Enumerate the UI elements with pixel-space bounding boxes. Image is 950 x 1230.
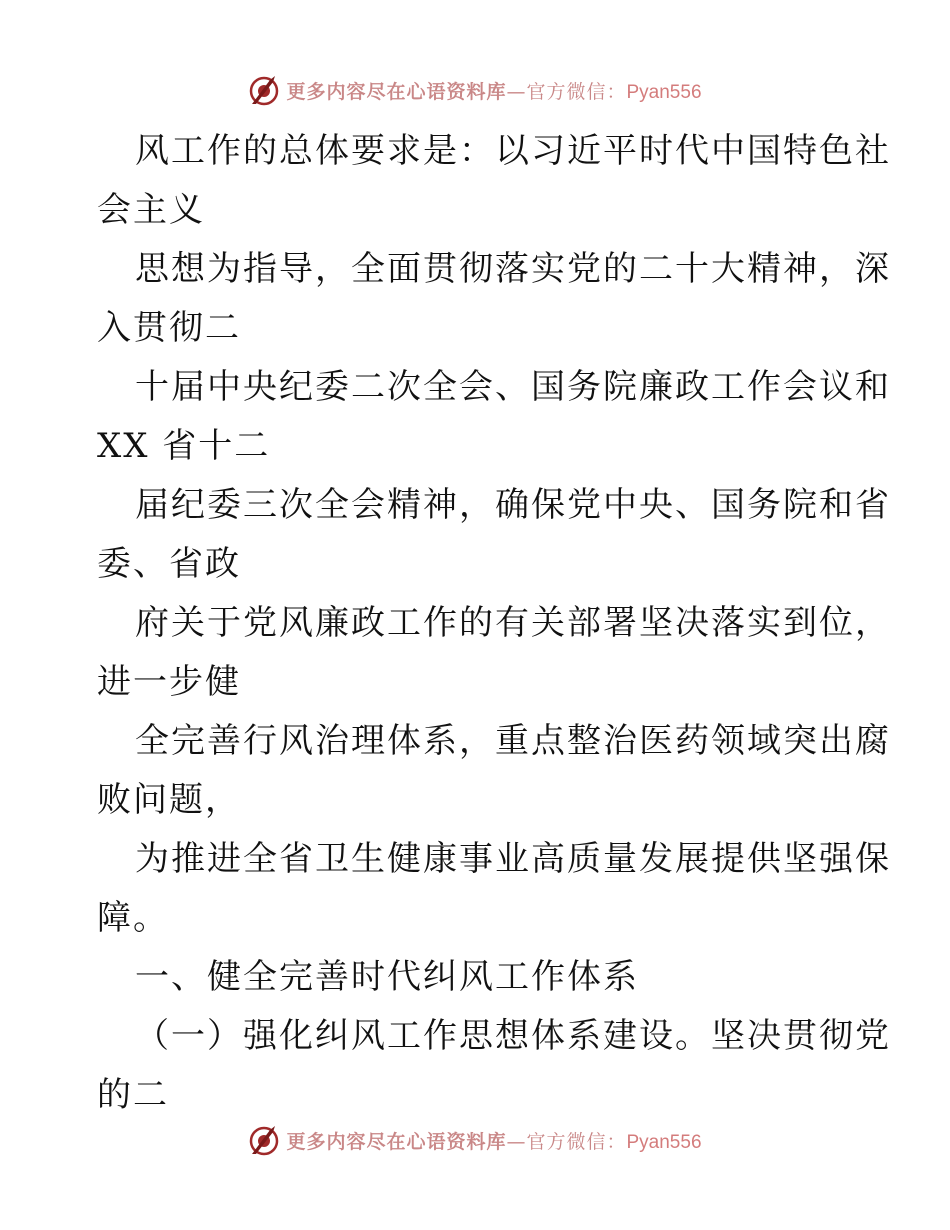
body-line: 的二: [97, 1075, 169, 1115]
header-main-text: 更多内容尽在心语资料库: [286, 80, 507, 103]
header-banner: [0, 68, 950, 112]
footer-wechat-id: Pyan556: [626, 1131, 702, 1153]
body-line: 败问题，: [97, 780, 241, 820]
header-wechat-id: Pyan556: [626, 81, 702, 103]
header-text: [286, 77, 701, 104]
body-line: 障。: [97, 898, 169, 938]
document-body: [97, 122, 891, 1125]
section-heading: 一、健全完善时代纠风工作体系: [135, 957, 639, 997]
footer-main-text: 更多内容尽在心语资料库: [286, 1130, 507, 1153]
body-line: 会主义: [97, 190, 205, 230]
header-wechat-label: 官方微信：: [526, 80, 627, 103]
body-line: 全完善行风治理体系，重点整治医药领域突出腐: [135, 721, 891, 761]
header-dash: —: [506, 80, 527, 103]
body-line: 入贯彻二: [97, 308, 241, 348]
body-line: 风工作的总体要求是：以习近平时代中国特色社: [135, 131, 891, 171]
body-line: 届纪委三次全会精神，确保党中央、国务院和省: [135, 485, 891, 525]
footer-wechat-label: 官方微信：: [526, 1130, 627, 1153]
footer-banner: [0, 1118, 950, 1162]
body-line: 进一步健: [97, 662, 241, 702]
body-line: 委、省政: [97, 544, 241, 584]
body-line: 为推进全省卫生健康事业高质量发展提供坚强保: [135, 839, 891, 879]
body-line: 十届中央纪委二次全会、国务院廉政工作会议和: [135, 367, 891, 407]
quill-seal-icon: [248, 74, 280, 106]
footer-dash: —: [506, 1130, 527, 1153]
body-line: 思想为指导，全面贯彻落实党的二十大精神，深: [135, 249, 891, 289]
footer-text: [286, 1127, 701, 1154]
body-line: （一）强化纠风工作思想体系建设。坚决贯彻党: [135, 1016, 891, 1056]
quill-seal-icon: [248, 1124, 280, 1156]
body-line: XX 省十二: [97, 426, 271, 466]
body-line: 府关于党风廉政工作的有关部署坚决落实到位，: [135, 603, 891, 643]
